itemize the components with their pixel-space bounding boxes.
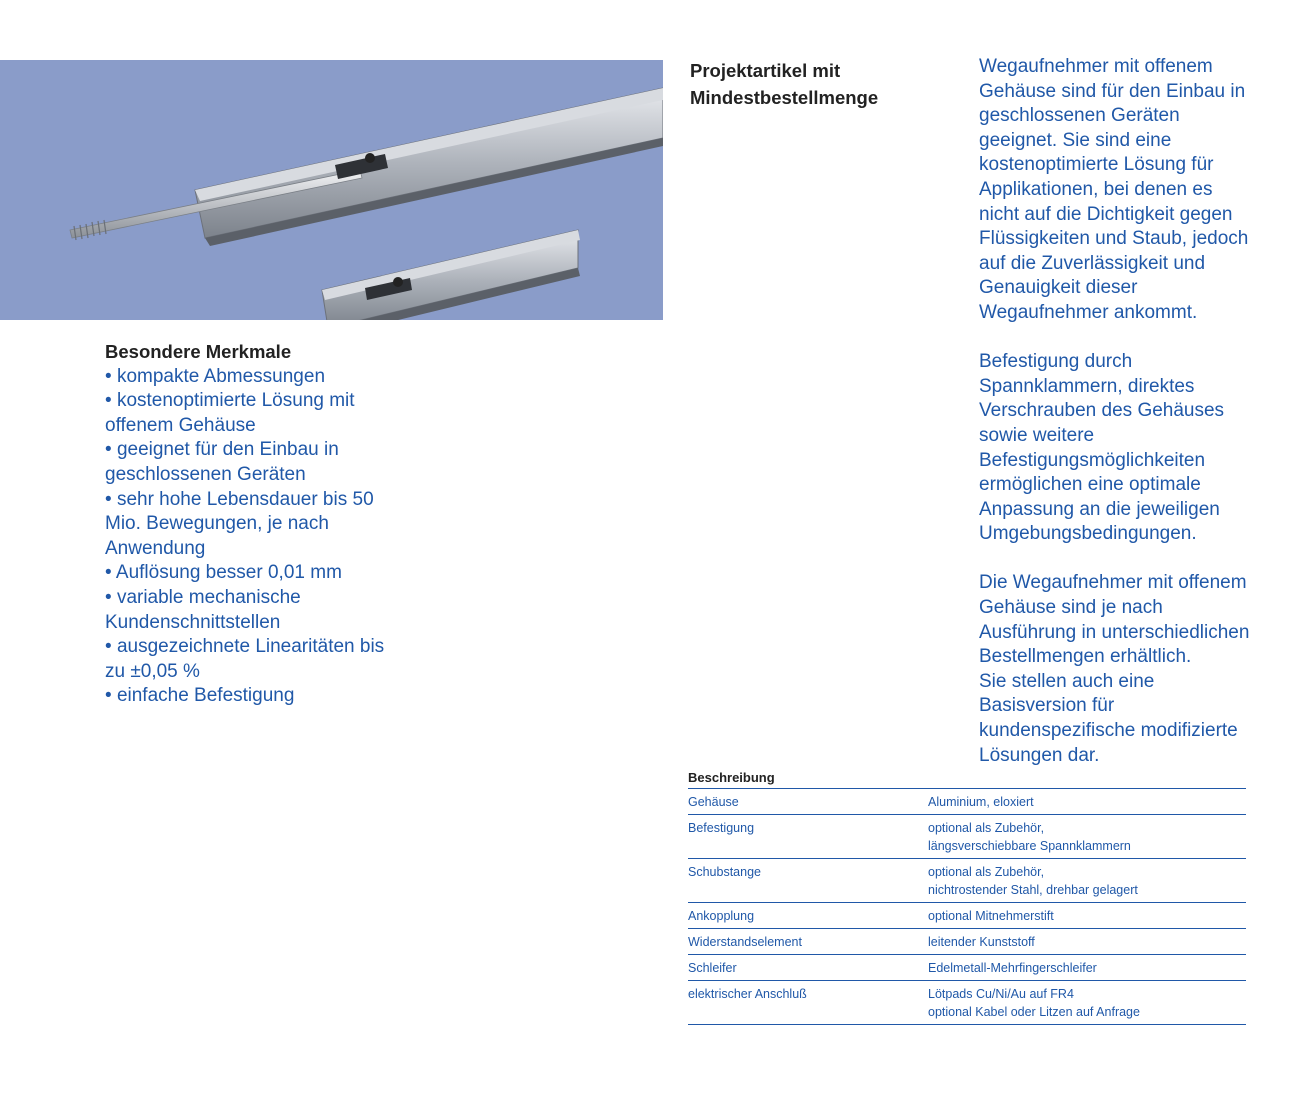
spec-key: Schubstange bbox=[688, 865, 761, 879]
features-section bbox=[105, 340, 395, 709]
feature-item: • kostenoptimierte Lösung mit offenem Gehäuse bbox=[105, 389, 395, 438]
spec-value bbox=[928, 933, 1246, 951]
spec-value bbox=[928, 959, 1246, 977]
table-row bbox=[688, 789, 1246, 815]
feature-item: • Auflösung besser 0,01 mm bbox=[105, 561, 395, 586]
table-row bbox=[688, 859, 1246, 903]
description-paragraph: Die Wegaufnehmer mit offenem Gehäuse sind je nach Ausführung in unterschiedlichen Bestellmengen erhältlich. bbox=[979, 572, 1250, 668]
description-paragraph: Sie stellen auch eine Basisversion für kundenspezifische modifizierte Lösungen dar. bbox=[979, 670, 1238, 766]
table-row bbox=[688, 815, 1246, 859]
description-paragraph: Befestigung durch Spannklammern, direktes Verschrauben des Gehäuses sowie weitere Befestigungsmöglichkeiten ermöglichen eine optimale Anpassung an die jeweiligen Umgebungsbedingungen. bbox=[979, 351, 1225, 545]
spec-value-line: leitender Kunststoff bbox=[928, 935, 1035, 949]
features-list bbox=[105, 365, 395, 709]
spec-table-header: Beschreibung bbox=[688, 768, 1246, 789]
spec-value-line: optional Mitnehmerstift bbox=[928, 909, 1054, 923]
product-image bbox=[0, 60, 663, 320]
feature-item: • einfache Befestigung bbox=[105, 684, 395, 709]
spec-value bbox=[928, 907, 1246, 925]
spec-value-line: Aluminium, eloxiert bbox=[928, 795, 1034, 809]
feature-item: • geeignet für den Einbau in geschlossenen Geräten bbox=[105, 438, 395, 487]
table-row bbox=[688, 955, 1246, 981]
spec-value-line: optional als Zubehör, bbox=[928, 865, 1045, 879]
spec-key: Widerstandselement bbox=[688, 935, 802, 949]
description-paragraph: Wegaufnehmer mit offenem Gehäuse sind für den Einbau in geschlossenen Geräten geeignet. Sie sind eine kostenoptimierte Lösung für Applikationen, bei denen es nicht auf die Dichtigkeit gegen Flüssigkeiten und Staub, jedoch auf die Zuverlässigkeit und Genauigkeit dieser Wegaufnehmer ankommt. bbox=[979, 56, 1249, 323]
spec-value bbox=[928, 793, 1246, 811]
feature-item: • sehr hohe Lebensdauer bis 50 Mio. Bewegungen, je nach Anwendung bbox=[105, 488, 395, 562]
table-row bbox=[688, 929, 1246, 955]
feature-item: • kompakte Abmessungen bbox=[105, 365, 395, 390]
table-row bbox=[688, 903, 1246, 929]
feature-item: • variable mechanische Kundenschnittstellen bbox=[105, 586, 395, 635]
table-row bbox=[688, 981, 1246, 1025]
spec-value-line: optional als Zubehör, bbox=[928, 821, 1045, 835]
spec-key: elektrischer Anschluß bbox=[688, 987, 807, 1001]
spec-key: Befestigung bbox=[688, 821, 755, 835]
spec-value-line: optional Kabel oder Litzen auf Anfrage bbox=[928, 1005, 1140, 1019]
spec-value-line: Edelmetall-Mehrfingerschleifer bbox=[928, 961, 1097, 975]
spec-value bbox=[928, 863, 1246, 899]
spec-value-line: nichtrostender Stahl, drehbar gelagert bbox=[928, 883, 1138, 897]
spec-value-line: Lötpads Cu/Ni/Au auf FR4 bbox=[928, 987, 1074, 1001]
feature-item: • ausgezeichnete Linearitäten bis zu ±0,05 % bbox=[105, 635, 395, 684]
spec-value bbox=[928, 985, 1246, 1021]
spec-value bbox=[928, 819, 1246, 855]
linear-potentiometer-illustration bbox=[0, 60, 663, 320]
project-title: Projektartikel mit Mindestbestellmenge bbox=[690, 60, 879, 108]
spec-key: Gehäuse bbox=[688, 795, 739, 809]
spec-key: Ankopplung bbox=[688, 909, 755, 923]
description-section bbox=[979, 55, 1251, 768]
spec-value-line: längsverschiebbare Spannklammern bbox=[928, 839, 1131, 853]
spec-table bbox=[688, 768, 1246, 1025]
features-title: Besondere Merkmale bbox=[105, 341, 292, 362]
spec-key: Schleifer bbox=[688, 961, 737, 975]
